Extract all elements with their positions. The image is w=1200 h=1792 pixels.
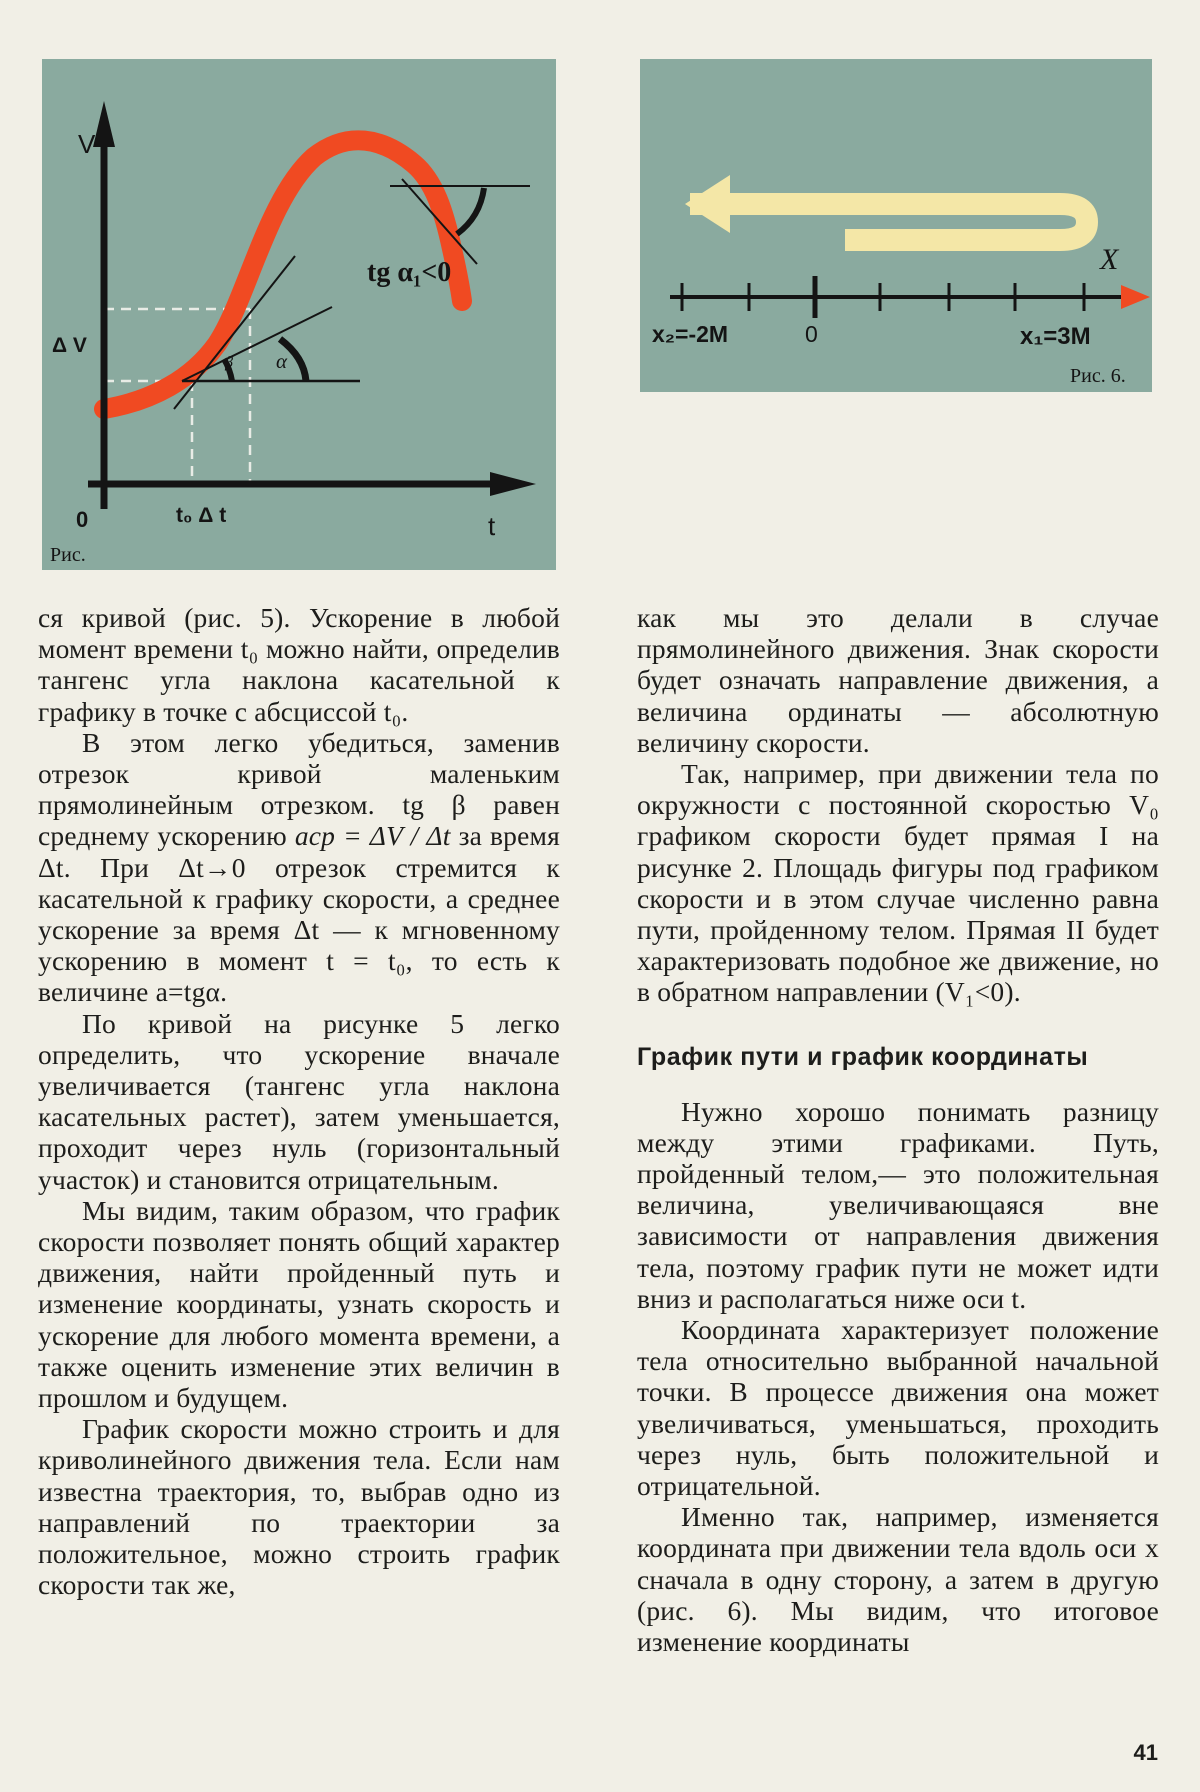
- figure-6-caption: Рис. 6.: [1070, 365, 1126, 387]
- t-axis-label: t: [488, 511, 496, 541]
- t0-dt-label: t₀ Δ t: [176, 504, 227, 527]
- figure-5-drawing: [42, 59, 556, 570]
- left-text-column: [38, 602, 560, 1601]
- paragraph: как мы это делали в случае прямолинейного движения. Знак скорости будет означать направление движения, а величина ординаты — абсолютную величину скорости.: [637, 602, 1159, 758]
- paragraph: ся кривой (рис. 5). Ускорение в любой момент времени t₀ можно найти, определив тангенс угла наклона касательной к графику в точке с абсциссой t₀.: [38, 602, 560, 727]
- paragraph: По кривой на рисунке 5 легко определить, что ускорение вначале увеличивается (тангенс угла наклона касательных растет), затем уменьшается, проходит через нуль (горизонтальный участок) и становится отрицательным.: [38, 1007, 560, 1195]
- figure-5-caption: Рис.: [50, 544, 86, 566]
- delta-v-label: Δ V: [52, 334, 87, 357]
- right-text-column: [637, 602, 1159, 1657]
- paragraph-text: В этом легко убедиться, заменив отрезок кривой маленьким прямолинейным отрезком. tg β равен среднему ускорению: [38, 726, 560, 852]
- average-acceleration-formula: aср = ΔV / Δt: [294, 820, 451, 852]
- x-axis-label: X: [1100, 243, 1119, 276]
- paragraph: Мы видим, таким образом, что график скорости позволяет понять общий характер движения, найти пройденный путь и изменение координаты, узнать скорость и ускорение для любого момента времени, а также оценить изменение этих величин в прошлом и будущем.: [38, 1194, 560, 1414]
- beta-label: β: [225, 354, 233, 371]
- u-turn-arrow: [690, 204, 1087, 240]
- origin-label: 0: [76, 507, 89, 532]
- angle-alpha1-arc: [457, 188, 484, 234]
- alpha-label: α: [276, 349, 288, 373]
- v-axis-arrowhead: [93, 101, 115, 147]
- paragraph: График скорости можно строить и для криволинейного движения тела. Если нам известна траектория, то, выбрав одно из направлений по траектории за положительное, можно строить график скорости так же,: [38, 1413, 560, 1601]
- x2-label: x₂=-2M: [652, 321, 729, 347]
- page-number: 41: [1133, 1740, 1158, 1765]
- figure-6-coordinate-axis: [640, 59, 1152, 392]
- paragraph-text: за время Δt. При Δt→0 отрезок стремится к касательной к графику скорости, а среднее ускорение за время Δt — к мгновенному ускорению в момент t = t₀, то есть к величине a=tgα.: [38, 820, 560, 1008]
- paragraph: Так, например, при движении тела по окружности с постоянной скоростью V₀ графиком скорости будет прямая I на рисунке 2. Площадь фигуры под графиком скорости и в этом случае численно равна пути, пройденному телом. Прямая II будет характеризовать подобное же движение, но в обратном направлении (V₁<0).: [637, 758, 1159, 1008]
- paragraph: [38, 727, 560, 1008]
- section-heading: График пути и график координаты: [637, 1042, 1089, 1071]
- zero-label: 0: [805, 321, 818, 347]
- tg-alpha1-label: tg α₁<0: [367, 257, 452, 288]
- figure-5-velocity-graph: [42, 59, 556, 570]
- tangent-line: [174, 256, 295, 409]
- paragraph: Нужно хорошо понимать разницу между этими графиками. Путь, пройденный телом,— это положительная величина, увеличивающаяся вне зависимости от направления движения тела, поэтому график пути не может идти вниз и располагаться ниже оси t.: [637, 1095, 1159, 1314]
- paragraph: Именно так, например, изменяется координата при движении тела вдоль оси x сначала в одну сторону, а затем в другую (рис. 6). Мы видим, что итоговое изменение координаты: [637, 1501, 1159, 1658]
- v-axis-label: V: [78, 129, 96, 159]
- paragraph: Координата характеризует положение тела относительно выбранной начальной точки. В процессе движения она может увеличиваться, уменьшаться, проходить через нуль, быть положительной и отрицательной.: [637, 1314, 1159, 1502]
- t-axis-arrowhead: [490, 472, 536, 496]
- u-turn-arrowhead: [685, 175, 730, 233]
- x1-label: x₁=3M: [1020, 323, 1091, 350]
- x-axis-arrowhead: [1121, 285, 1150, 309]
